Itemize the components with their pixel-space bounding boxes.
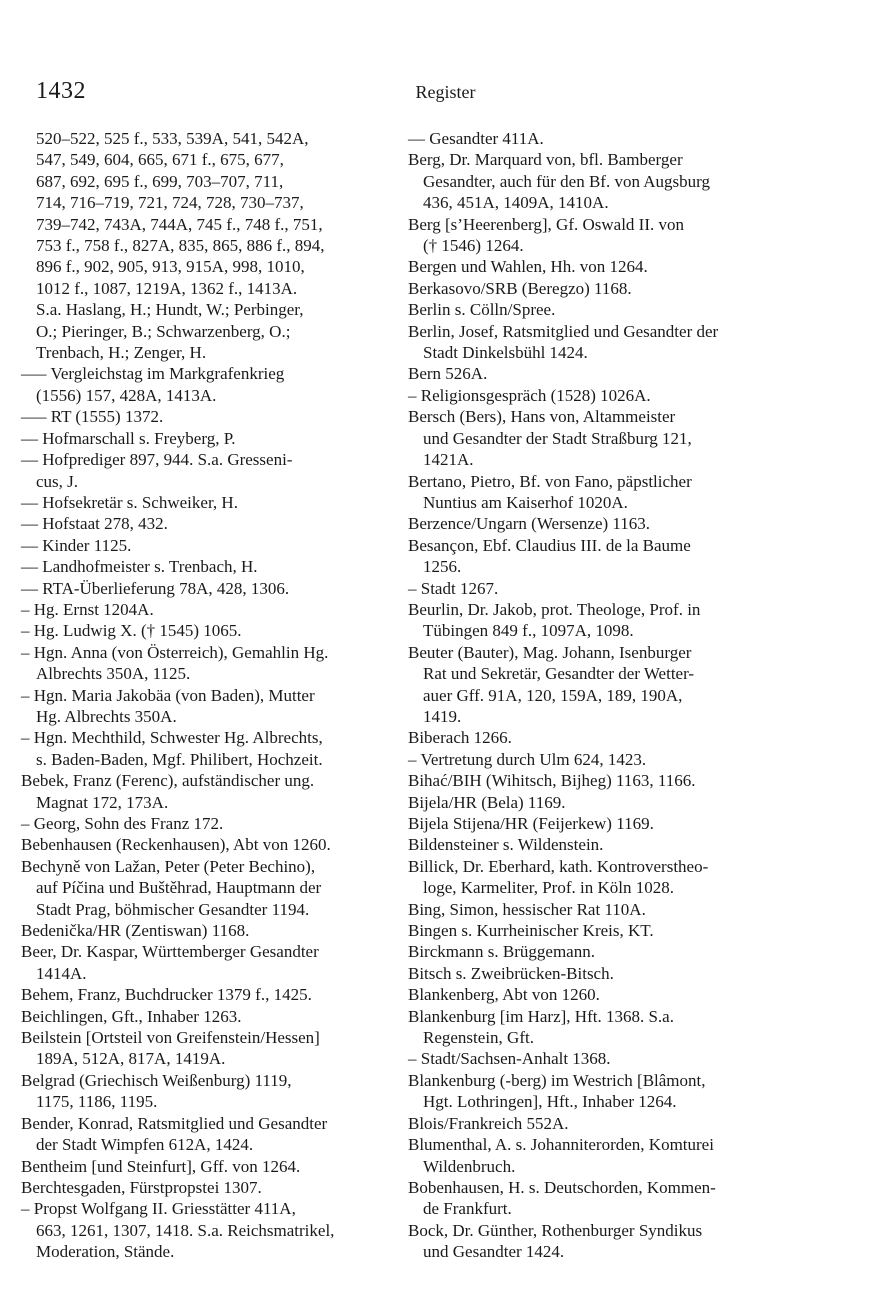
index-entry (408, 299, 835, 320)
index-entry-line: –– Kinder 1125. (21, 535, 132, 555)
index-entry-line: –– Hofprediger 897, 944. S.a. Gresseni- (21, 450, 293, 470)
index-entry-line: Belgrad (Griechisch Weißenburg) 1119, (21, 1070, 292, 1090)
index-entry-line: Blankenberg, Abt von 1260. (408, 985, 600, 1005)
index-entry-line: Gesandter, auch für den Bf. von Augsburg (423, 171, 710, 191)
index-entry (21, 727, 408, 770)
index-entry-line: Rat und Sekretär, Gesandter der Wetter- (423, 664, 695, 684)
index-entry-line: Beurlin, Dr. Jakob, prot. Theologe, Prof. in (408, 599, 701, 619)
index-entry-line: Berchtesgaden, Fürstpropstei 1307. (21, 1177, 262, 1197)
index-entry-line: Berkasovo/SRB (Beregzo) 1168. (408, 278, 632, 298)
index-entry (21, 535, 408, 556)
index-entry (21, 578, 408, 599)
index-entry-line: Berlin, Josef, Ratsmitglied und Gesandter der (408, 321, 719, 341)
index-entry-line: –– RTA-Überlieferung 78A, 428, 1306. (21, 578, 290, 598)
index-entry-line: Bender, Konrad, Ratsmitglied und Gesandter (21, 1113, 328, 1133)
index-entry-line: 714, 716–719, 721, 724, 728, 730–737, (36, 193, 304, 213)
index-entry (408, 856, 835, 899)
index-entry-line: – Stadt/Sachsen-Anhalt 1368. (408, 1049, 611, 1069)
index-entry (408, 149, 835, 213)
index-entry (21, 685, 408, 728)
index-entry-line: Beichlingen, Gft., Inhaber 1263. (21, 1006, 242, 1026)
index-entry (408, 256, 835, 277)
index-entry-line: Bijela/HR (Bela) 1169. (408, 792, 566, 812)
index-entry-line: – Vertretung durch Ulm 624, 1423. (408, 749, 647, 769)
index-entry (21, 813, 408, 834)
index-entry-line: 189A, 512A, 817A, 1419A. (36, 1049, 226, 1069)
index-entry (408, 1070, 835, 1113)
index-entry (21, 1113, 408, 1156)
index-entry-line: Beuter (Bauter), Mag. Johann, Isenburger (408, 642, 692, 662)
index-entry (408, 920, 835, 941)
index-entry-line: – Hg. Ludwig X. († 1545) 1065. (21, 621, 242, 641)
index-entry-line: Bobenhausen, H. s. Deutschorden, Kommen- (408, 1177, 716, 1197)
index-entry-line: ––– Vergleichstag im Markgrafenkrieg (21, 364, 285, 384)
index-entry-line: Hg. Albrechts 350A. (36, 706, 177, 726)
index-entry-line: Regenstein, Gft. (423, 1028, 534, 1048)
index-entry-line: Berlin s. Cölln/Spree. (408, 300, 556, 320)
index-entry (408, 599, 835, 642)
index-entry-line: 1419. (423, 706, 462, 726)
index-entry (408, 278, 835, 299)
index-entry-line: Bentheim [und Steinfurt], Gff. von 1264. (21, 1156, 301, 1176)
index-entry (408, 642, 835, 728)
index-entry-line: Bing, Simon, hessischer Rat 110A. (408, 899, 646, 919)
index-entry-line: 1421A. (423, 450, 474, 470)
index-entry-line: 687, 692, 695 f., 699, 703–707, 711, (36, 171, 284, 191)
index-entry (21, 941, 408, 984)
index-entry-line: 436, 451A, 1409A, 1410A. (423, 193, 609, 213)
index-entry-line: Bitsch s. Zweibrücken-Bitsch. (408, 963, 614, 983)
index-entry-line: 896 f., 902, 905, 913, 915A, 998, 1010, (36, 257, 305, 277)
index-entry-line: auer Gff. 91A, 120, 159A, 189, 190A, (423, 685, 683, 705)
index-entry-line: –– Hofsekretär s. Schweiker, H. (21, 492, 238, 512)
index-entry-line: Trenbach, H.; Zenger, H. (36, 343, 207, 363)
index-entry (21, 492, 408, 513)
index-entry (408, 792, 835, 813)
index-entry (408, 984, 835, 1005)
index-entry-line: Berg, Dr. Marquard von, bfl. Bamberger (408, 150, 683, 170)
index-entry (408, 406, 835, 470)
index-entry (408, 1006, 835, 1049)
index-entry (408, 941, 835, 962)
index-entry-line: Bertano, Pietro, Bf. von Fano, päpstlicher (408, 471, 692, 491)
index-entry-line: Biberach 1266. (408, 728, 512, 748)
index-entry-line: –– Hofmarschall s. Freyberg, P. (21, 428, 236, 448)
index-entry-line: Bersch (Bers), Hans von, Altammeister (408, 407, 676, 427)
index-column-left (21, 128, 408, 1263)
index-entry (21, 406, 408, 427)
index-entry-line: Hgt. Lothringen], Hft., Inhaber 1264. (423, 1092, 677, 1112)
index-entry-line: der Stadt Wimpfen 612A, 1424. (36, 1135, 254, 1155)
index-entry-line: Blumenthal, A. s. Johanniterorden, Komturei (408, 1135, 714, 1155)
index-entry-line: Bergen und Wahlen, Hh. von 1264. (408, 257, 648, 277)
index-entry-line: Blankenburg (-berg) im Westrich [Blâmont, (408, 1070, 706, 1090)
index-entry-line: Stadt Dinkelsbühl 1424. (423, 343, 588, 363)
index-entry-line: cus, J. (36, 471, 79, 491)
index-entry-line: († 1546) 1264. (423, 236, 524, 256)
index-entry-line: – Religionsgespräch (1528) 1026A. (408, 385, 651, 405)
index-entry-line: Besançon, Ebf. Claudius III. de la Baume (408, 535, 691, 555)
index-entry-line: S.a. Haslang, H.; Hundt, W.; Perbinger, (36, 300, 304, 320)
index-entry-line: Bihać/BIH (Wihitsch, Bijheg) 1163, 1166. (408, 771, 696, 791)
index-entry-line: 520–522, 525 f., 533, 539A, 541, 542A, (36, 129, 309, 148)
index-entry-line: – Georg, Sohn des Franz 172. (21, 814, 224, 833)
index-entry (408, 770, 835, 791)
index-entry (408, 214, 835, 257)
index-entry (408, 513, 835, 534)
index-entry (21, 984, 408, 1005)
running-head: Register (415, 82, 476, 102)
index-entry-line: Nuntius am Kaiserhof 1020A. (423, 492, 628, 512)
index-entry (21, 1070, 408, 1113)
index-entry-line: de Frankfurt. (423, 1199, 512, 1219)
index-entry-line: –– Gesandter 411A. (408, 129, 544, 148)
index-entry-line: auf Píčina und Buštěhrad, Hauptmann der (36, 878, 322, 898)
index-entry-line: (1556) 157, 428A, 1413A. (36, 385, 217, 405)
index-entry (408, 727, 835, 748)
index-entry (408, 1048, 835, 1069)
index-entry-line: – Propst Wolfgang II. Griesstätter 411A, (21, 1199, 296, 1219)
index-entry-line: Beer, Dr. Kaspar, Württemberger Gesandter (21, 942, 319, 962)
index-entry (408, 899, 835, 920)
index-entry (21, 642, 408, 685)
index-entry-line: 1256. (423, 557, 462, 577)
index-entry (21, 1156, 408, 1177)
index-entry (21, 363, 408, 406)
index-entry (21, 428, 408, 449)
index-entry (21, 513, 408, 534)
index-entry-line: Berg [s’Heerenberg], Gf. Oswald II. von (408, 214, 685, 234)
index-entry (408, 1134, 835, 1177)
index-entry (21, 1177, 408, 1198)
index-entry-line: Moderation, Stände. (36, 1242, 175, 1262)
index-entry-line: 1414A. (36, 963, 87, 983)
index-entry-line: O.; Pieringer, B.; Schwarzenberg, O.; (36, 321, 291, 341)
index-entry-line: –– Landhofmeister s. Trenbach, H. (21, 557, 258, 577)
index-entry-line: Wildenbruch. (423, 1156, 516, 1176)
index-entry-line: –– Hofstaat 278, 432. (21, 514, 168, 534)
index-entry-line: Bedenička/HR (Zentiswan) 1168. (21, 921, 250, 941)
index-entry (21, 920, 408, 941)
index-entry-line: Albrechts 350A, 1125. (36, 664, 191, 684)
index-entry (408, 813, 835, 834)
index-entry (408, 834, 835, 855)
index-entry-line: Billick, Dr. Eberhard, kath. Kontroverstheo- (408, 856, 709, 876)
index-column-right (408, 128, 835, 1263)
index-entry (21, 856, 408, 920)
index-entry (21, 556, 408, 577)
index-entry-line: Behem, Franz, Buchdrucker 1379 f., 1425. (21, 985, 312, 1005)
index-entry (21, 1198, 408, 1262)
index-entry-line: 1012 f., 1087, 1219A, 1362 f., 1413A. (36, 278, 298, 298)
index-entry-line: – Hgn. Anna (von Österreich), Gemahlin Hg. (21, 642, 329, 662)
index-entry (36, 128, 408, 363)
index-entry-line: 547, 549, 604, 665, 671 f., 675, 677, (36, 150, 284, 170)
index-entry (408, 385, 835, 406)
index-entry-line: 663, 1261, 1307, 1418. S.a. Reichsmatrikel, (36, 1220, 335, 1240)
index-entry-line: 739–742, 743A, 744A, 745 f., 748 f., 751, (36, 214, 323, 234)
index-entry (408, 471, 835, 514)
index-entry (408, 1177, 835, 1220)
index-entry-line: Magnat 172, 173A. (36, 792, 169, 812)
index-entry-line: 753 f., 758 f., 827A, 835, 865, 886 f., 894, (36, 236, 325, 256)
index-entry-line: – Hgn. Mechthild, Schwester Hg. Albrechts, (21, 728, 323, 748)
index-entry-line: und Gesandter 1424. (423, 1242, 565, 1262)
index-entry (21, 599, 408, 620)
index-entry-line: Bock, Dr. Günther, Rothenburger Syndikus (408, 1220, 703, 1240)
index-entry-line: s. Baden-Baden, Mgf. Philibert, Hochzeit. (36, 749, 323, 769)
index-entry-line: Berzence/Ungarn (Wersenze) 1163. (408, 514, 651, 534)
index-entry (21, 770, 408, 813)
index-entry (408, 1113, 835, 1134)
index-entry (408, 363, 835, 384)
index-entry-line: Beilstein [Ortsteil von Greifenstein/Hessen] (21, 1028, 320, 1048)
index-entry-line: Bern 526A. (408, 364, 488, 384)
index-entry (21, 1027, 408, 1070)
index-entry (21, 1006, 408, 1027)
index-entry-line: 1175, 1186, 1195. (36, 1092, 158, 1112)
page-number: 1432 (36, 78, 86, 104)
index-entry (408, 578, 835, 599)
index-entry (21, 834, 408, 855)
index-entry (408, 749, 835, 770)
index-entry (408, 128, 835, 149)
index-entry-line: Birckmann s. Brüggemann. (408, 942, 595, 962)
index-entry-line: – Hg. Ernst 1204A. (21, 599, 154, 619)
index-entry-line: Blankenburg [im Harz], Hft. 1368. S.a. (408, 1006, 674, 1026)
index-entry (408, 963, 835, 984)
index-entry-line: und Gesandter der Stadt Straßburg 121, (423, 428, 692, 448)
index-entry (408, 535, 835, 578)
index-entry-line: Blois/Frankreich 552A. (408, 1113, 569, 1133)
index-entry (21, 449, 408, 492)
index-entry-line: Bebenhausen (Reckenhausen), Abt von 1260. (21, 835, 331, 855)
index-entry-line: ––– RT (1555) 1372. (21, 407, 164, 427)
index-entry-line: Bechyně von Lažan, Peter (Peter Bechino), (21, 856, 316, 876)
index-entry-line: Bebek, Franz (Ferenc), aufständischer ung. (21, 771, 315, 791)
index-entry-line: loge, Karmeliter, Prof. in Köln 1028. (423, 878, 674, 898)
index-entry-line: Tübingen 849 f., 1097A, 1098. (423, 621, 634, 641)
index-entry-line: Bijela Stijena/HR (Feijerkew) 1169. (408, 814, 654, 833)
index-entry-line: Bildensteiner s. Wildenstein. (408, 835, 604, 855)
index-entry-line: Stadt Prag, böhmischer Gesandter 1194. (36, 899, 310, 919)
index-entry (408, 1220, 835, 1263)
index-entry-line: – Stadt 1267. (408, 578, 499, 598)
index-entry (21, 620, 408, 641)
index-entry-line: Bingen s. Kurrheinischer Kreis, KT. (408, 921, 654, 941)
index-entry (408, 321, 835, 364)
index-entry-line: – Hgn. Maria Jakobäa (von Baden), Mutter (21, 685, 315, 705)
